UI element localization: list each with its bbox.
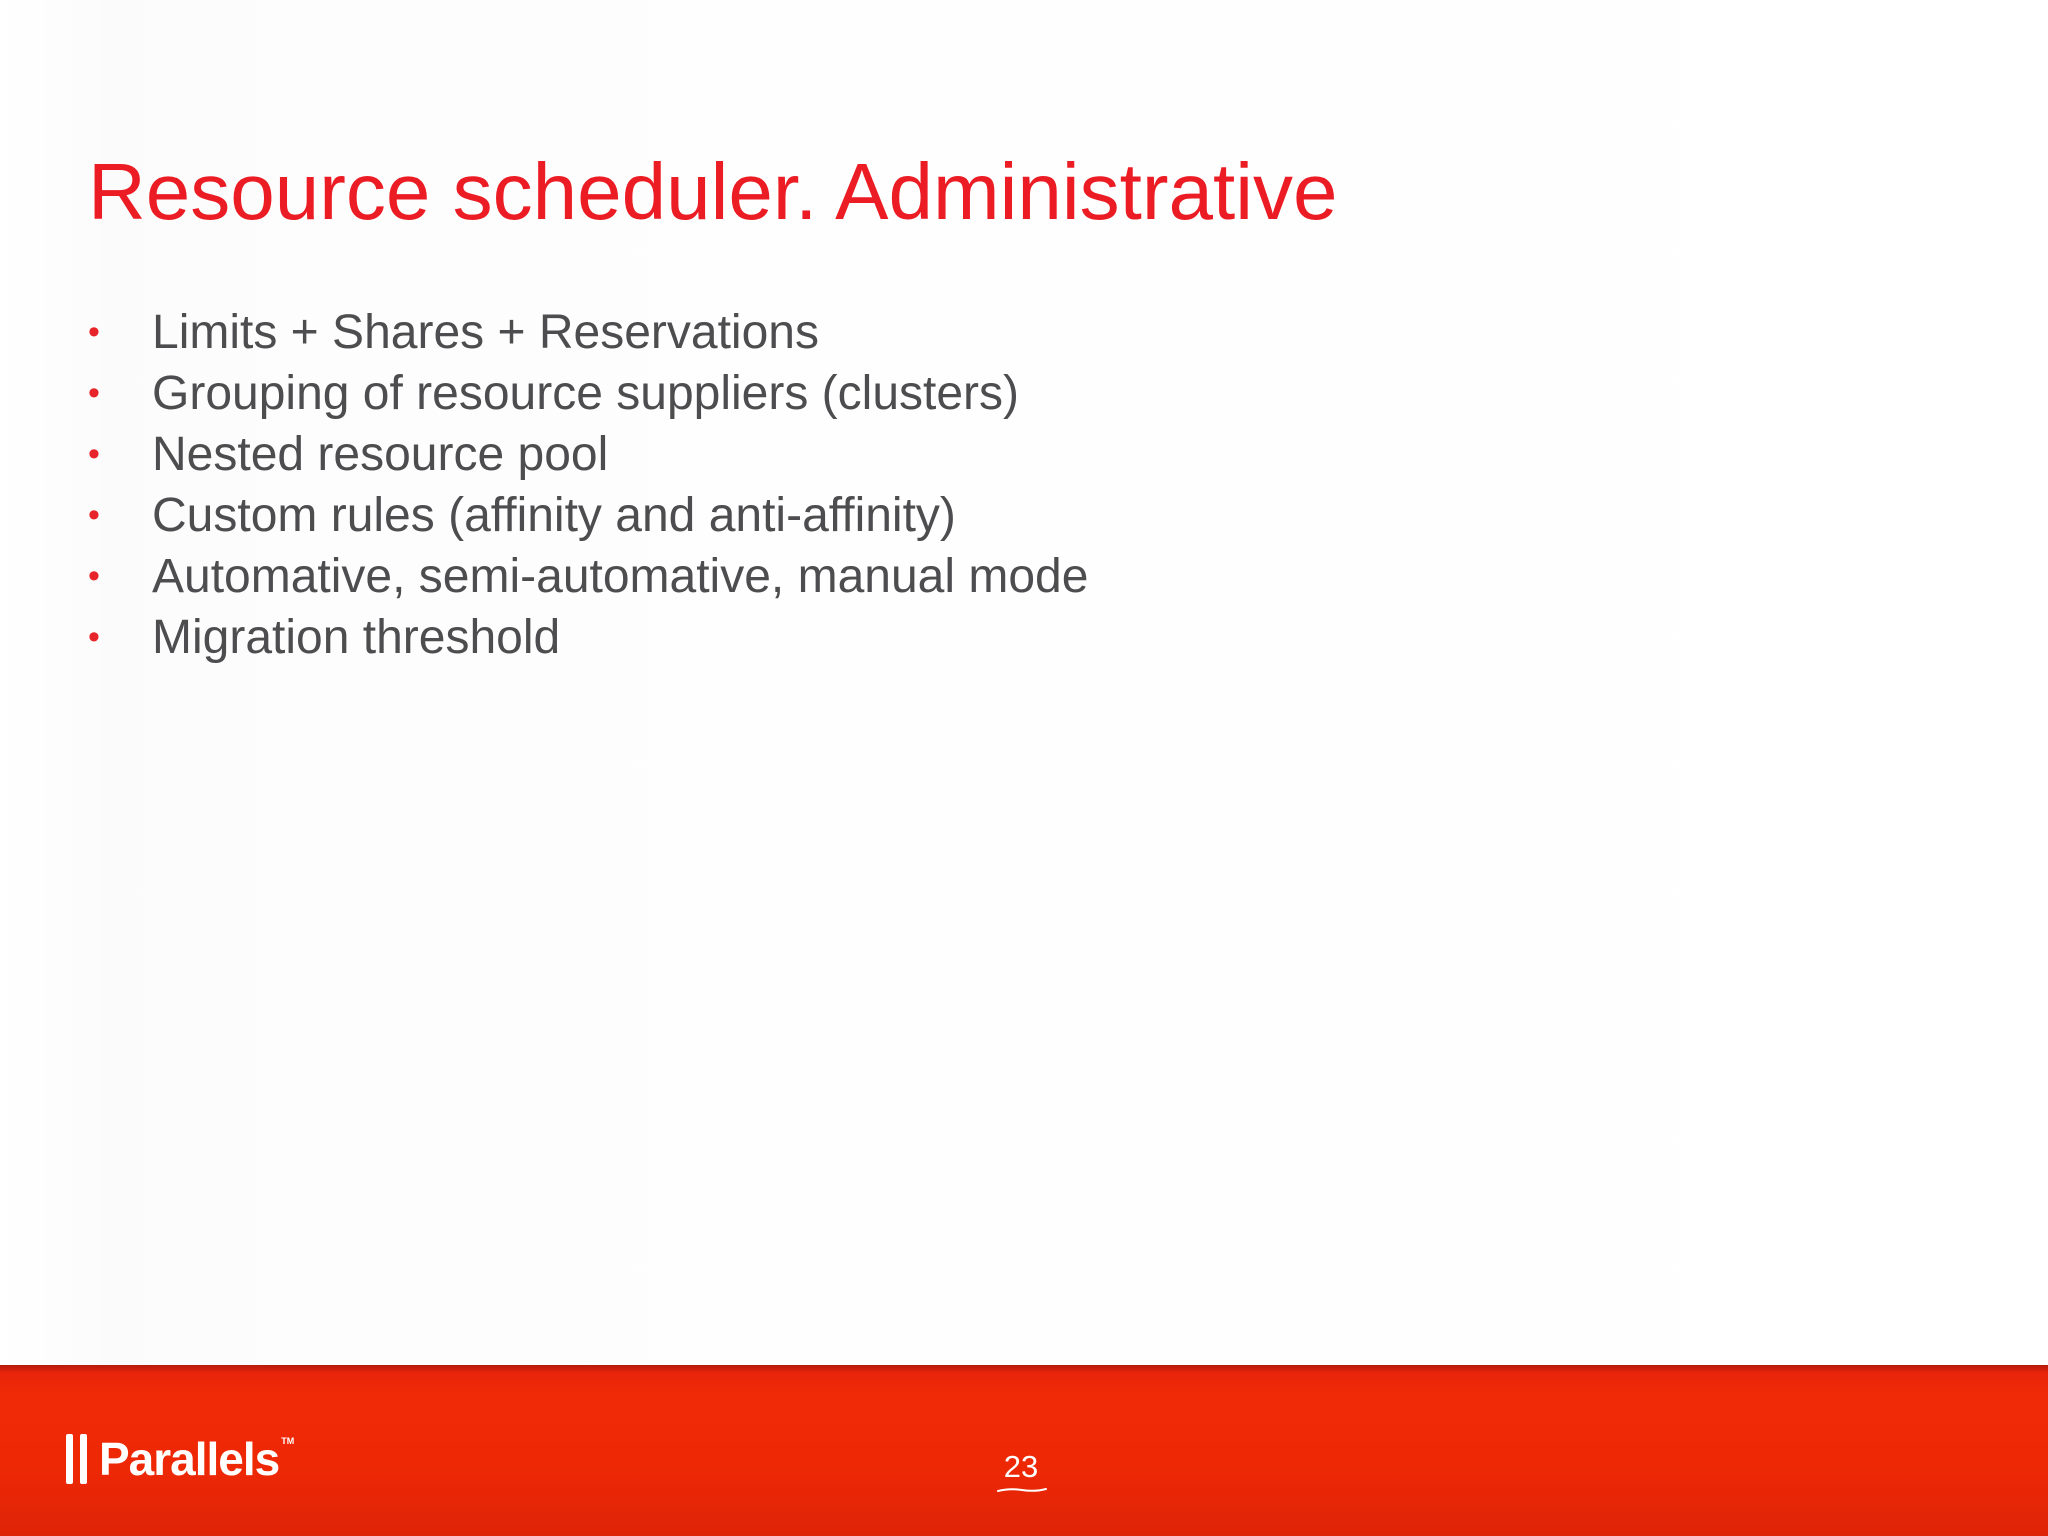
parallels-bars-icon <box>66 1434 87 1484</box>
page-number-underline <box>997 1487 1047 1493</box>
bullet-icon: • <box>88 313 100 351</box>
bullet-icon: • <box>88 557 100 595</box>
slide-title: Resource scheduler. Administrative <box>88 147 1338 236</box>
bullet-icon: • <box>88 374 100 412</box>
page-number: 23 <box>1003 1449 1039 1484</box>
bullet-text: Limits + Shares + Reservations <box>152 306 819 359</box>
logo-text: Parallels <box>99 1433 280 1485</box>
bullet-icon: • <box>88 435 100 473</box>
bullet-text: Grouping of resource suppliers (clusters) <box>152 367 1020 420</box>
bullet-icon: • <box>88 496 100 534</box>
logo-trademark: TM <box>281 1436 295 1446</box>
bullet-icon: • <box>88 618 100 656</box>
bullet-text: Custom rules (affinity and anti-affinity) <box>152 489 956 542</box>
bullet-text: Migration threshold <box>152 611 561 664</box>
bullet-text: Automative, semi-automative, manual mode <box>152 550 1089 603</box>
bullet-text: Nested resource pool <box>152 428 609 481</box>
footer-bar <box>0 1365 2048 1536</box>
parallels-logo <box>66 1431 294 1487</box>
